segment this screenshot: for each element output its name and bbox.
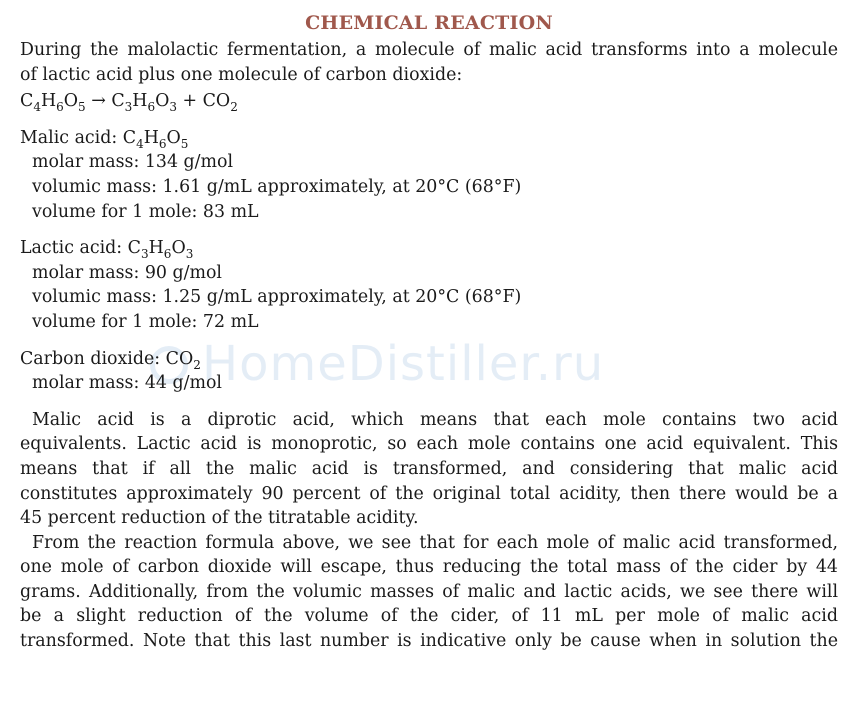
lactic-acid-heading: Lactic acid: $C_3H_6O_3$ [20, 238, 194, 262]
para2-line: be a slight reduction of the volume of the cider, of 11 mL per mole of malic acid [20, 606, 838, 627]
para2-line: transformed. Note that this last number is indicative only be cause when in solution the [20, 631, 838, 652]
carbon-dioxide-heading: Carbon dioxide: $CO_2$ [20, 348, 201, 372]
page-title: CHEMICAL REACTION [305, 12, 553, 34]
para2-line: From the reaction formula above, we see that for each mole of malic acid transformed, [32, 532, 838, 553]
para1-line: equivalents. Lactic acid is monoprotic, so each mole contains one acid equivalent. This [20, 434, 838, 455]
para2-line: grams. Additionally, from the volumic masses of malic and lactic acids, we see there will [20, 581, 838, 602]
lactic-volumic-mass: volumic mass: 1.25 g/mL approximately, at 20°C (68°F) [32, 287, 522, 308]
lactic-volume: volume for 1 mole: 72 mL [32, 311, 259, 332]
para1-line: Malic acid is a diprotic acid, which means that each mole contains two acid [32, 409, 838, 430]
intro-line-1: During the malolactic fermentation, a molecule of malic acid transforms into a molecule [20, 40, 838, 60]
malic-molar-mass: molar mass: 134 g/mol [32, 152, 234, 173]
malic-volumic-mass: volumic mass: 1.61 g/mL approximately, at 20°C (68°F) [32, 176, 522, 197]
lactic-molar-mass: molar mass: 90 g/mol [32, 262, 222, 283]
co2-molar-mass: molar mass: 44 g/mol [32, 373, 222, 394]
para2-line: one mole of carbon dioxide will escape, thus reducing the total mass of the cider by 44 [20, 557, 838, 578]
malic-acid-section [20, 126, 838, 224]
para1-line: 45 percent reduction of the titratable acidity. [20, 508, 419, 529]
malic-volume: volume for 1 mole: 83 mL [32, 201, 259, 222]
reaction-arrow: → [85, 91, 112, 112]
paragraph-acidity [20, 408, 838, 531]
para1-line: constitutes approximately 90 percent of the original total acidity, then there would be a [20, 483, 838, 504]
para1-line: means that if all the malic acid is transformed, and considering that malic acid [20, 458, 838, 479]
malic-acid-heading: Malic acid: $C_4H_6O_5$ [20, 127, 189, 151]
lactic-acid-section [20, 236, 838, 334]
reaction-equation: $C_4H_6O_5 \to C_3H_6O_3 + CO_2$ [20, 91, 238, 115]
carbon-dioxide-section [20, 347, 838, 396]
intro-line-2: of lactic acid plus one molecule of carbon dioxide: [20, 64, 463, 85]
watermark-text: HomeDistiller.ru [202, 336, 605, 392]
document-page [20, 8, 838, 654]
paragraph-mass-volume [20, 531, 838, 654]
